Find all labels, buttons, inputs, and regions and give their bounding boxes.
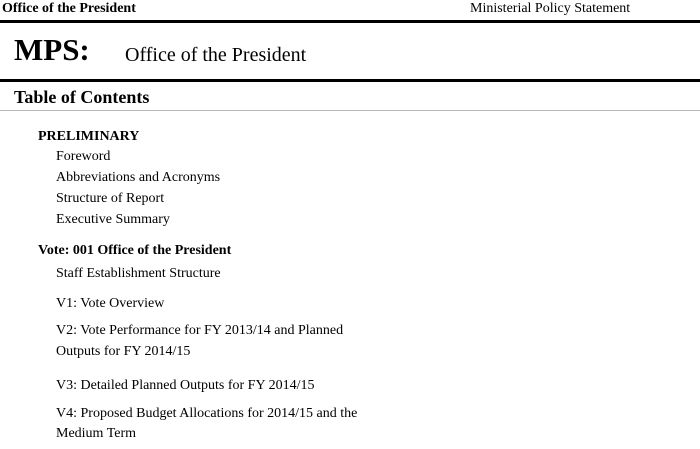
toc-entry-v3[interactable]: V3: Detailed Planned Outputs for FY 2014/15	[56, 378, 315, 393]
toc-entry-v4-line-2[interactable]: Medium Term	[56, 426, 137, 441]
running-header	[0, 0, 700, 20]
title-rule	[0, 79, 700, 82]
page-title-name: Office of the President	[125, 44, 307, 66]
toc-entry-v2-line-1[interactable]: V2: Vote Performance for FY 2013/14 and Planned	[56, 323, 344, 338]
toc-entry-v1[interactable]: V1: Vote Overview	[56, 296, 165, 311]
toc-entry-v2-line-2[interactable]: Outputs for FY 2014/15	[56, 344, 191, 359]
toc-entry-structure-of-report[interactable]: Structure of Report	[56, 191, 165, 206]
toc-entry-abbreviations[interactable]: Abbreviations and Acronyms	[56, 170, 221, 185]
toc-group-preliminary: PRELIMINARY	[38, 129, 140, 144]
section-heading: Table of Contents	[14, 87, 150, 107]
toc-group-vote: Vote: 001 Office of the President	[38, 243, 232, 258]
running-header-document-type: Ministerial Policy Statement	[470, 1, 631, 16]
toc-entry-v4-line-1[interactable]: V4: Proposed Budget Allocations for 2014/15 and the	[56, 406, 358, 421]
page-title-prefix: MPS:	[14, 32, 90, 67]
section-rule	[0, 110, 700, 111]
running-header-office: Office of the President	[2, 1, 136, 16]
header-rule	[0, 20, 700, 23]
toc-entry-foreword[interactable]: Foreword	[56, 149, 111, 164]
toc-entry-executive-summary[interactable]: Executive Summary	[56, 212, 170, 227]
toc-entry-staff-establishment[interactable]: Staff Establishment Structure	[56, 266, 221, 281]
